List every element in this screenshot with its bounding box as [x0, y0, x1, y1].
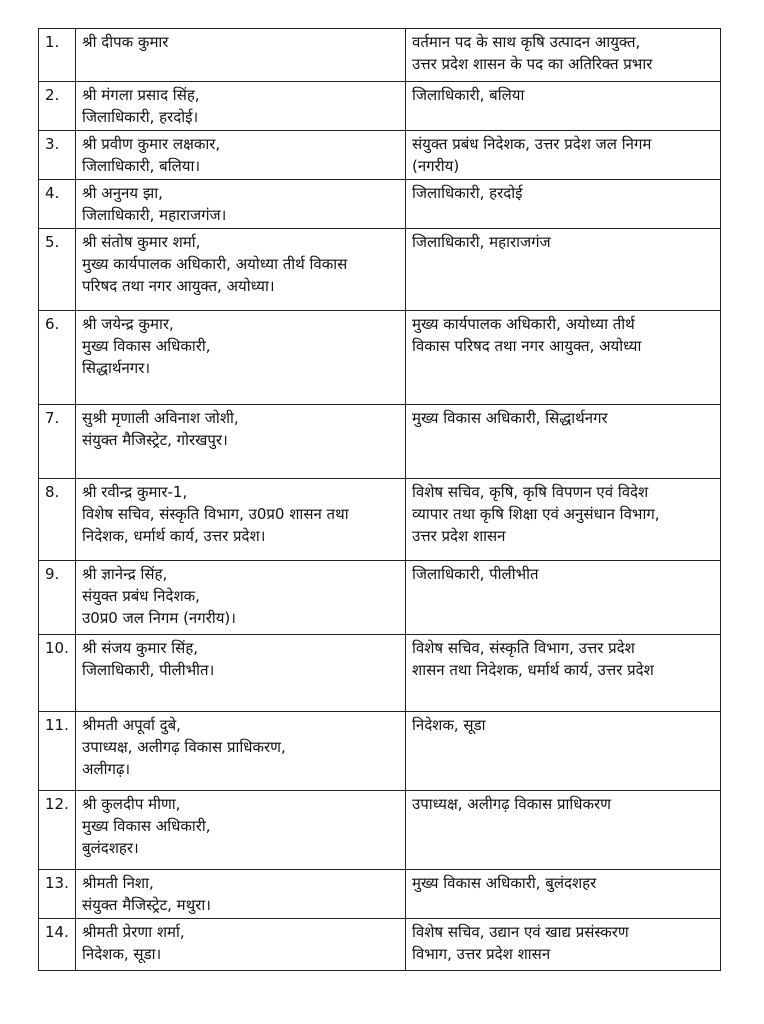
- new-posting: [406, 479, 721, 561]
- serial-number: 2.: [39, 82, 76, 131]
- officer-line: श्री कुलदीप मीणा,: [82, 795, 181, 813]
- serial-number: 13.: [39, 870, 76, 919]
- officer-line: जिलाधिकारी, पीलीभीत।: [82, 661, 215, 679]
- new-posting: [406, 229, 721, 311]
- posting-line: शासन तथा निदेशक, धर्मार्थ कार्य, उत्तर प्रदेश: [412, 661, 654, 679]
- serial-number: 3.: [39, 131, 76, 180]
- new-posting: [406, 870, 721, 919]
- officer-name-current-post: [76, 561, 406, 635]
- serial-number: 4.: [39, 180, 76, 229]
- posting-line: मुख्य विकास अधिकारी, बुलंदशहर: [412, 874, 597, 892]
- officer-line: श्री रवीन्द्र कुमार-1,: [82, 483, 188, 501]
- posting-line: विकास परिषद तथा नगर आयुक्त, अयोध्या: [412, 337, 642, 355]
- posting-line: वर्तमान पद के साथ कृषि उत्पादन आयुक्त,: [412, 33, 641, 51]
- officer-line: मुख्य विकास अधिकारी,: [82, 817, 211, 835]
- officer-line: श्रीमती निशा,: [82, 874, 154, 892]
- posting-line: उपाध्यक्ष, अलीगढ़ विकास प्राधिकरण: [412, 795, 611, 813]
- serial-number: 1.: [39, 29, 76, 82]
- posting-line: विशेष सचिव, उद्यान एवं खाद्य प्रसंस्करण: [412, 923, 629, 941]
- posting-line: (नगरीय): [412, 157, 460, 175]
- posting-line: उत्तर प्रदेश शासन के पद का अतिरिक्त प्रभार: [412, 55, 653, 73]
- officer-line: निदेशक, धर्मार्थ कार्य, उत्तर प्रदेश।: [82, 527, 266, 545]
- serial-number: 6.: [39, 311, 76, 405]
- officer-line: परिषद तथा नगर आयुक्त, अयोध्या।: [82, 277, 275, 295]
- officer-line: मुख्य विकास अधिकारी,: [82, 337, 211, 355]
- officer-line: जिलाधिकारी, हरदोई।: [82, 108, 199, 126]
- officer-name-current-post: [76, 405, 406, 479]
- officer-line: श्री ज्ञानेन्द्र सिंह,: [82, 565, 168, 583]
- serial-number: 11.: [39, 712, 76, 791]
- officer-line: श्री मंगला प्रसाद सिंह,: [82, 86, 200, 104]
- officer-line: निदेशक, सूडा।: [82, 945, 162, 963]
- serial-number: 14.: [39, 919, 76, 971]
- officer-line: सुश्री मृणाली अविनाश जोशी,: [82, 409, 239, 427]
- serial-number: 12.: [39, 791, 76, 870]
- table-row: [39, 635, 721, 712]
- officer-line: उ0प्र0 जल निगम (नगरीय)।: [82, 609, 236, 627]
- officer-name-current-post: [76, 311, 406, 405]
- officer-name-current-post: [76, 712, 406, 791]
- new-posting: [406, 311, 721, 405]
- officer-line: श्री जयेन्द्र कुमार,: [82, 315, 174, 333]
- officer-line: अलीगढ़।: [82, 760, 131, 778]
- table-row: [39, 405, 721, 479]
- officer-name-current-post: [76, 635, 406, 712]
- officer-name-current-post: [76, 870, 406, 919]
- officer-name-current-post: [76, 82, 406, 131]
- posting-line: जिलाधिकारी, पीलीभीत: [412, 565, 539, 583]
- serial-number: 9.: [39, 561, 76, 635]
- officer-line: श्रीमती प्रेरणा शर्मा,: [82, 923, 185, 941]
- officer-line: संयुक्त प्रबंध निदेशक,: [82, 587, 200, 605]
- posting-line: व्यापार तथा कृषि शिक्षा एवं अनुसंधान विभाग,: [412, 505, 660, 523]
- officer-name-current-post: [76, 919, 406, 971]
- officer-line: संयुक्त मैजिस्ट्रेट, गोरखपुर।: [82, 431, 228, 449]
- table-row: [39, 479, 721, 561]
- officer-line: उपाध्यक्ष, अलीगढ़ विकास प्राधिकरण,: [82, 738, 286, 756]
- posting-line: जिलाधिकारी, हरदोई: [412, 184, 523, 202]
- serial-number: 10.: [39, 635, 76, 712]
- transfer-table-body: [39, 29, 721, 971]
- officer-line: श्री दीपक कुमार: [82, 33, 169, 51]
- officer-name-current-post: [76, 791, 406, 870]
- new-posting: [406, 919, 721, 971]
- posting-line: जिलाधिकारी, बलिया: [412, 86, 525, 104]
- table-row: [39, 712, 721, 791]
- table-row: [39, 82, 721, 131]
- posting-line: उत्तर प्रदेश शासन: [412, 527, 506, 545]
- posting-line: विशेष सचिव, कृषि, कृषि विपणन एवं विदेश: [412, 483, 649, 501]
- officer-line: जिलाधिकारी, बलिया।: [82, 157, 201, 175]
- officer-line: मुख्य कार्यपालक अधिकारी, अयोध्या तीर्थ विकास: [82, 255, 348, 273]
- officer-name-current-post: [76, 229, 406, 311]
- officer-line: श्री प्रवीण कुमार लक्षकार,: [82, 135, 221, 153]
- officer-line: सिद्धार्थनगर।: [82, 359, 151, 377]
- new-posting: [406, 791, 721, 870]
- table-row: [39, 131, 721, 180]
- officer-line: श्री संजय कुमार सिंह,: [82, 639, 199, 657]
- officer-line: संयुक्त मैजिस्ट्रेट, मथुरा।: [82, 896, 211, 914]
- officer-line: श्री अनुनय झा,: [82, 184, 163, 202]
- officer-line: बुलंदशहर।: [82, 839, 139, 857]
- posting-line: निदेशक, सूडा: [412, 716, 486, 734]
- table-row: [39, 29, 721, 82]
- serial-number: 7.: [39, 405, 76, 479]
- table-row: [39, 870, 721, 919]
- officer-line: श्री संतोष कुमार शर्मा,: [82, 233, 201, 251]
- transfer-table: [38, 28, 721, 971]
- posting-line: मुख्य विकास अधिकारी, सिद्धार्थनगर: [412, 409, 608, 427]
- posting-line: जिलाधिकारी, महाराजगंज: [412, 233, 551, 251]
- officer-line: श्रीमती अपूर्वा दुबे,: [82, 716, 181, 734]
- posting-line: विशेष सचिव, संस्कृति विभाग, उत्तर प्रदेश: [412, 639, 635, 657]
- officer-line: जिलाधिकारी, महाराजगंज।: [82, 206, 227, 224]
- posting-line: मुख्य कार्यपालक अधिकारी, अयोध्या तीर्थ: [412, 315, 635, 333]
- table-row: [39, 561, 721, 635]
- new-posting: [406, 131, 721, 180]
- officer-line: विशेष सचिव, संस्कृति विभाग, उ0प्र0 शासन तथा: [82, 505, 349, 523]
- serial-number: 8.: [39, 479, 76, 561]
- new-posting: [406, 405, 721, 479]
- new-posting: [406, 712, 721, 791]
- table-row: [39, 791, 721, 870]
- officer-name-current-post: [76, 29, 406, 82]
- table-row: [39, 229, 721, 311]
- table-row: [39, 311, 721, 405]
- posting-line: विभाग, उत्तर प्रदेश शासन: [412, 945, 551, 963]
- table-row: [39, 919, 721, 971]
- table-row: [39, 180, 721, 229]
- posting-line: संयुक्त प्रबंध निदेशक, उत्तर प्रदेश जल निगम: [412, 135, 652, 153]
- new-posting: [406, 82, 721, 131]
- officer-name-current-post: [76, 131, 406, 180]
- serial-number: 5.: [39, 229, 76, 311]
- new-posting: [406, 180, 721, 229]
- officer-name-current-post: [76, 180, 406, 229]
- new-posting: [406, 29, 721, 82]
- officer-name-current-post: [76, 479, 406, 561]
- new-posting: [406, 635, 721, 712]
- new-posting: [406, 561, 721, 635]
